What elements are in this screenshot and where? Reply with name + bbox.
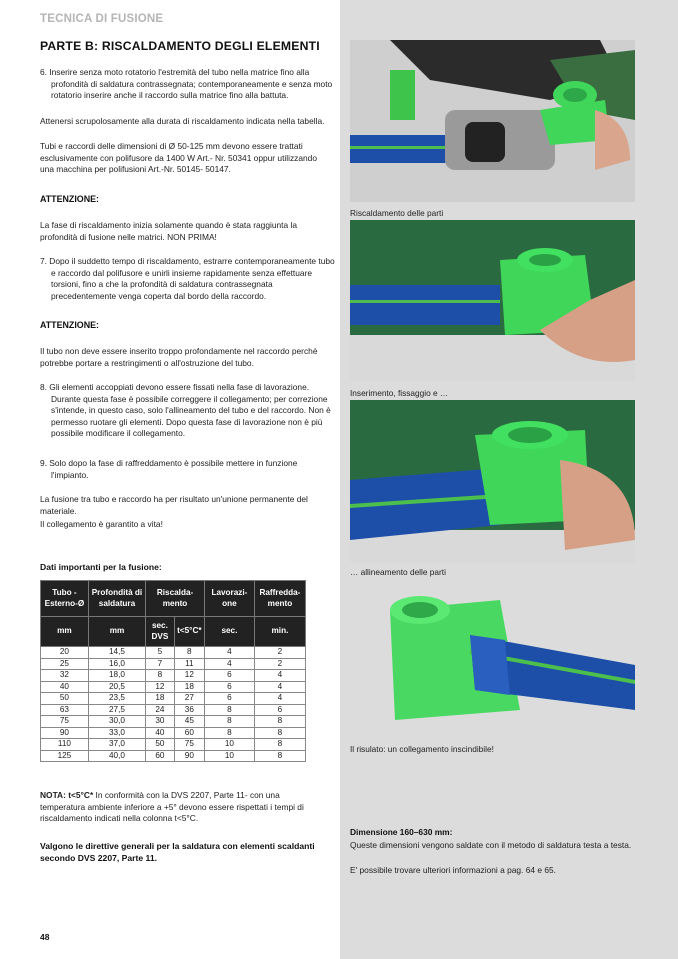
table-row (41, 750, 306, 762)
page-title: PARTE B: RISCALDAMENTO DEGLI ELEMENTI (40, 39, 320, 53)
table-cell: 6 (204, 681, 254, 693)
table-cell: 18 (146, 693, 175, 705)
table-cell: 37,0 (88, 739, 145, 751)
photo-heating (350, 40, 635, 202)
table-cell: 30,0 (88, 716, 145, 728)
table-cell: 40 (41, 681, 89, 693)
col-header-lavorazione: Lavorazi-one (204, 581, 254, 617)
table-cell: 8 (254, 739, 305, 751)
table-title: Dati importanti per la fusione: (40, 562, 162, 572)
table-cell: 45 (174, 716, 204, 728)
table-cell: 6 (254, 704, 305, 716)
unit-sec-dvs: sec. DVS (146, 617, 175, 647)
table-cell: 23,5 (88, 693, 145, 705)
table-cell: 4 (204, 647, 254, 659)
table-cell: 8 (254, 727, 305, 739)
table-cell: 75 (174, 739, 204, 751)
table-cell: 12 (174, 670, 204, 682)
table-row (41, 693, 306, 705)
table-cell: 10 (204, 750, 254, 762)
table-row (41, 658, 306, 670)
table-cell: 4 (204, 658, 254, 670)
step-6: 6. Inserire senza moto rotatorio l'estremità del tubo nella matrice fino alla profondità di saldatura contrassegnata; contemporaneamente e senza moto rotatorio inserire anche il raccordo sulla matrice fino alla battuta. (40, 67, 333, 101)
photo-result-image (350, 580, 635, 742)
col-header-riscaldamento: Riscalda-mento (146, 581, 205, 617)
table-cell: 30 (146, 716, 175, 728)
unit-mm-2: mm (88, 617, 145, 647)
table-cell: 7 (146, 658, 175, 670)
table-cell: 4 (254, 681, 305, 693)
table-cell: 2 (254, 658, 305, 670)
step-7: 7. Dopo il suddetto tempo di riscaldamento, estrarre contemporaneamente tubo e raccordo dal polifusore e unirli insieme rapidamente senza effettuare torsioni, fino a che la profondità di saldatura contrassegnata precedentemente venga coperta dal bordo della raccordo. (40, 256, 335, 301)
table-cell: 6 (204, 693, 254, 705)
table-cell: 60 (174, 727, 204, 739)
table-cell: 18 (174, 681, 204, 693)
attention-text-2: Il tubo non deve essere inserito troppo profondamente nel raccordo perchè potrebbe portare a restringimenti o all'ostruzione del tubo. (40, 346, 318, 368)
table-cell: 27,5 (88, 704, 145, 716)
table-cell: 32 (41, 670, 89, 682)
photo-heating-image (350, 40, 635, 202)
table-cell: 63 (41, 704, 89, 716)
table-row (41, 739, 306, 751)
table-cell: 8 (204, 716, 254, 728)
table-cell: 40 (146, 727, 175, 739)
table-cell: 8 (254, 716, 305, 728)
table-cell: 16,0 (88, 658, 145, 670)
step-9: 9. Solo dopo la fase di raffreddamento è possibile mettere in funzione l'impianto. (40, 458, 298, 480)
table-cell: 75 (41, 716, 89, 728)
info-text: E' possibile trovare ulteriori informazioni a pag. 64 e 65. (350, 865, 556, 875)
table-cell: 8 (204, 727, 254, 739)
table-cell: 2 (254, 647, 305, 659)
table-cell: 8 (146, 670, 175, 682)
photo-alignment (350, 400, 635, 562)
table-row (41, 647, 306, 659)
table-row (41, 727, 306, 739)
table-cell: 60 (146, 750, 175, 762)
page-number: 48 (40, 932, 50, 942)
paragraph-tubi: Tubi e raccordi delle dimensioni di Ø 50-125 mm devono essere trattati esclusivamente con polifusore da 1400 W Art.- Nr. 50341 oppur utilizzando una macchina per polifusioni Art.-Nr. 50145- 50147. (40, 141, 317, 175)
table-cell: 50 (146, 739, 175, 751)
col-header-profondita: Profondità di saldatura (88, 581, 145, 617)
unit-mm-1: mm (41, 617, 89, 647)
caption-result: Il risulato: un collegamento inscindibile! (350, 744, 494, 754)
col-header-raffreddamento: Raffredda-mento (254, 581, 305, 617)
table-cell: 4 (254, 670, 305, 682)
paragraph-attenersi: Attenersi scrupolosamente alla durata di riscaldamento indicata nella tabella. (40, 116, 325, 126)
paragraph-fusione: La fusione tra tubo e raccordo ha per risultato un'unione permanente del materiale. (40, 494, 308, 516)
table-row (41, 716, 306, 728)
table-cell: 110 (41, 739, 89, 751)
caption-alignment: … allineamento delle parti (350, 567, 446, 577)
valgono-note: Valgono le direttive generali per la saldatura con elementi scaldanti secondo DVS 2207, Parte 11. (40, 841, 315, 863)
table-cell: 8 (254, 750, 305, 762)
table-cell: 90 (41, 727, 89, 739)
table-cell: 36 (174, 704, 204, 716)
table-cell: 33,0 (88, 727, 145, 739)
photo-insertion-image (350, 220, 635, 382)
table-cell: 40,0 (88, 750, 145, 762)
table-cell: 50 (41, 693, 89, 705)
dimension-heading: Dimensione 160–630 mm: (350, 827, 453, 837)
table-cell: 14,5 (88, 647, 145, 659)
nota-text: In conformità con la DVS 2207, Parte 11- con una temperatura ambiente inferiore a +5° devono essere rispettati i tempi di riscaldamento indicati nella colonna t<5°C. (40, 790, 304, 824)
table-cell: 6 (204, 670, 254, 682)
nota (40, 790, 326, 825)
unit-t5: t<5°C* (174, 617, 204, 647)
table-body (41, 647, 306, 762)
table-cell: 8 (174, 647, 204, 659)
table-cell: 5 (146, 647, 175, 659)
table-cell: 20,5 (88, 681, 145, 693)
table-row (41, 681, 306, 693)
table-cell: 90 (174, 750, 204, 762)
table-cell: 24 (146, 704, 175, 716)
fusion-data-table (40, 580, 306, 762)
photo-insertion (350, 220, 635, 382)
unit-min: min. (254, 617, 305, 647)
table-cell: 25 (41, 658, 89, 670)
table-cell: 27 (174, 693, 204, 705)
unit-sec: sec. (204, 617, 254, 647)
photo-result (350, 580, 635, 742)
table-cell: 8 (204, 704, 254, 716)
dimension-text: Queste dimensioni vengono saldate con il metodo di saldatura testa a testa. (350, 840, 632, 850)
table-cell: 125 (41, 750, 89, 762)
table-cell: 18,0 (88, 670, 145, 682)
attention-heading-2: ATTENZIONE: (40, 320, 99, 330)
table-row (41, 704, 306, 716)
table-cell: 20 (41, 647, 89, 659)
table-cell: 10 (204, 739, 254, 751)
col-header-tubo: Tubo - Esterno-Ø (41, 581, 89, 617)
caption-insertion: Inserimento, fissaggio e … (350, 388, 449, 398)
paragraph-garantito: Il collegamento è garantito a vita! (40, 519, 163, 529)
step-8: 8. Gli elementi accoppiati devono essere fissati nella fase di lavorazione. Durante questa fase è possibile correggere il collegamento; per correzione s'intende, in questo caso, solo l'allineamento del tubo e del raccordo. Non è permesso ruotare gli elementi. Dopo questa fase di lavorazione non è più possibile modificare il collegamento. (40, 382, 331, 439)
table-cell: 11 (174, 658, 204, 670)
table-row (41, 670, 306, 682)
table-cell: 4 (254, 693, 305, 705)
table-cell: 12 (146, 681, 175, 693)
attention-heading-1: ATTENZIONE: (40, 194, 99, 204)
nota-label: NOTA: t<5°C* (40, 790, 94, 800)
caption-heating: Riscaldamento delle parti (350, 208, 444, 218)
section-header: TECNICA DI FUSIONE (40, 13, 164, 25)
photo-alignment-image (350, 400, 635, 562)
attention-text-1: La fase di riscaldamento inizia solamente quando è stata raggiunta la profondità di fusione nelle matrici. NON PRIMA! (40, 220, 297, 242)
